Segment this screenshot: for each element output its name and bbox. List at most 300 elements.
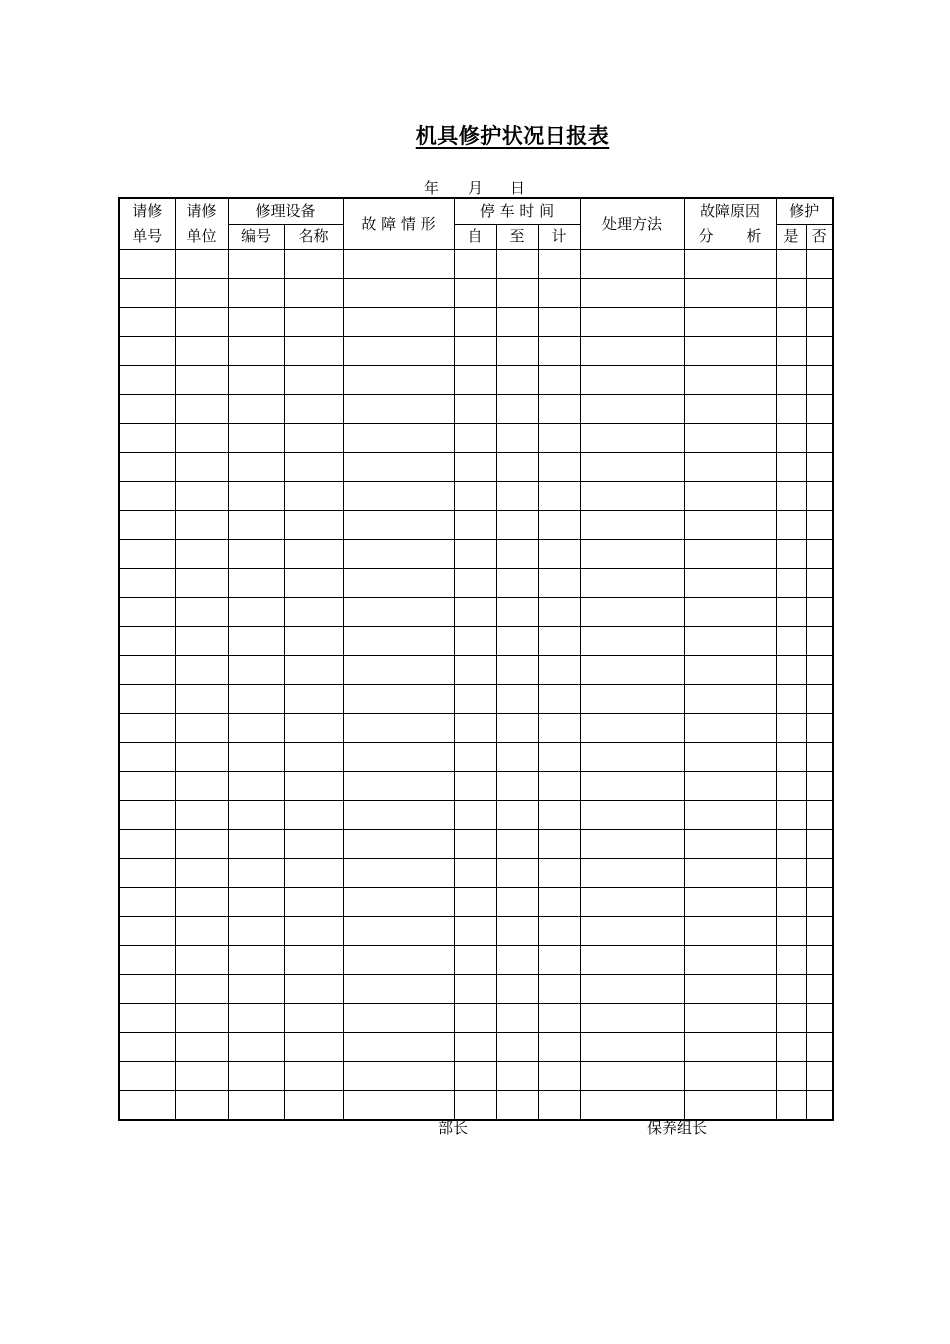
table-cell[interactable] xyxy=(538,627,580,656)
table-cell[interactable] xyxy=(684,279,776,308)
table-cell[interactable] xyxy=(175,1033,228,1062)
table-cell[interactable] xyxy=(806,1033,833,1062)
table-cell[interactable] xyxy=(343,917,454,946)
table-cell[interactable] xyxy=(284,685,343,714)
table-cell[interactable] xyxy=(580,453,684,482)
table-cell[interactable] xyxy=(684,453,776,482)
table-cell[interactable] xyxy=(580,308,684,337)
table-cell[interactable] xyxy=(580,1062,684,1091)
table-cell[interactable] xyxy=(343,1033,454,1062)
table-cell[interactable] xyxy=(454,337,496,366)
table-cell[interactable] xyxy=(496,453,538,482)
table-cell[interactable] xyxy=(806,337,833,366)
table-cell[interactable] xyxy=(284,511,343,540)
table-cell[interactable] xyxy=(806,308,833,337)
table-cell[interactable] xyxy=(228,946,284,975)
table-cell[interactable] xyxy=(496,511,538,540)
table-cell[interactable] xyxy=(684,917,776,946)
table-cell[interactable] xyxy=(806,975,833,1004)
table-cell[interactable] xyxy=(343,1004,454,1033)
table-cell[interactable] xyxy=(538,743,580,772)
table-cell[interactable] xyxy=(496,627,538,656)
table-cell[interactable] xyxy=(119,946,175,975)
table-cell[interactable] xyxy=(228,511,284,540)
table-cell[interactable] xyxy=(776,801,806,830)
table-cell[interactable] xyxy=(684,801,776,830)
table-cell[interactable] xyxy=(175,975,228,1004)
table-cell[interactable] xyxy=(228,395,284,424)
table-cell[interactable] xyxy=(684,1062,776,1091)
table-cell[interactable] xyxy=(454,569,496,598)
table-cell[interactable] xyxy=(538,1033,580,1062)
table-cell[interactable] xyxy=(228,743,284,772)
table-cell[interactable] xyxy=(119,888,175,917)
table-cell[interactable] xyxy=(776,656,806,685)
table-cell[interactable] xyxy=(806,569,833,598)
table-cell[interactable] xyxy=(538,946,580,975)
table-cell[interactable] xyxy=(284,366,343,395)
table-cell[interactable] xyxy=(684,511,776,540)
table-cell[interactable] xyxy=(580,888,684,917)
table-cell[interactable] xyxy=(175,627,228,656)
table-cell[interactable] xyxy=(538,888,580,917)
table-cell[interactable] xyxy=(284,1062,343,1091)
table-cell[interactable] xyxy=(454,830,496,859)
table-cell[interactable] xyxy=(175,1062,228,1091)
table-cell[interactable] xyxy=(454,975,496,1004)
table-cell[interactable] xyxy=(806,598,833,627)
table-cell[interactable] xyxy=(119,482,175,511)
table-cell[interactable] xyxy=(175,337,228,366)
table-cell[interactable] xyxy=(119,453,175,482)
table-cell[interactable] xyxy=(496,540,538,569)
table-cell[interactable] xyxy=(228,366,284,395)
table-cell[interactable] xyxy=(175,308,228,337)
table-cell[interactable] xyxy=(175,569,228,598)
table-cell[interactable] xyxy=(454,511,496,540)
table-cell[interactable] xyxy=(175,279,228,308)
table-cell[interactable] xyxy=(228,1033,284,1062)
table-cell[interactable] xyxy=(119,1091,175,1121)
table-cell[interactable] xyxy=(343,627,454,656)
table-cell[interactable] xyxy=(343,772,454,801)
table-cell[interactable] xyxy=(284,801,343,830)
table-cell[interactable] xyxy=(538,569,580,598)
table-cell[interactable] xyxy=(806,743,833,772)
table-cell[interactable] xyxy=(228,337,284,366)
table-cell[interactable] xyxy=(684,482,776,511)
table-cell[interactable] xyxy=(496,917,538,946)
table-cell[interactable] xyxy=(684,772,776,801)
table-cell[interactable] xyxy=(580,540,684,569)
table-cell[interactable] xyxy=(538,917,580,946)
table-cell[interactable] xyxy=(454,801,496,830)
table-cell[interactable] xyxy=(538,453,580,482)
table-cell[interactable] xyxy=(175,917,228,946)
table-cell[interactable] xyxy=(343,598,454,627)
table-cell[interactable] xyxy=(284,743,343,772)
table-cell[interactable] xyxy=(496,1004,538,1033)
table-cell[interactable] xyxy=(343,308,454,337)
table-cell[interactable] xyxy=(119,714,175,743)
table-cell[interactable] xyxy=(454,656,496,685)
table-cell[interactable] xyxy=(776,1091,806,1121)
table-cell[interactable] xyxy=(175,888,228,917)
table-cell[interactable] xyxy=(580,337,684,366)
table-cell[interactable] xyxy=(343,540,454,569)
table-cell[interactable] xyxy=(538,511,580,540)
table-cell[interactable] xyxy=(119,511,175,540)
table-cell[interactable] xyxy=(496,830,538,859)
table-cell[interactable] xyxy=(776,685,806,714)
table-cell[interactable] xyxy=(580,1033,684,1062)
table-cell[interactable] xyxy=(454,395,496,424)
table-cell[interactable] xyxy=(538,859,580,888)
table-cell[interactable] xyxy=(496,395,538,424)
table-cell[interactable] xyxy=(119,801,175,830)
table-cell[interactable] xyxy=(776,1004,806,1033)
table-cell[interactable] xyxy=(343,511,454,540)
table-cell[interactable] xyxy=(580,772,684,801)
table-cell[interactable] xyxy=(684,656,776,685)
table-cell[interactable] xyxy=(580,598,684,627)
table-cell[interactable] xyxy=(580,250,684,279)
table-cell[interactable] xyxy=(538,279,580,308)
table-cell[interactable] xyxy=(776,830,806,859)
table-cell[interactable] xyxy=(175,743,228,772)
table-cell[interactable] xyxy=(806,453,833,482)
table-cell[interactable] xyxy=(175,656,228,685)
table-cell[interactable] xyxy=(343,337,454,366)
table-cell[interactable] xyxy=(119,424,175,453)
table-cell[interactable] xyxy=(175,540,228,569)
table-cell[interactable] xyxy=(284,975,343,1004)
table-cell[interactable] xyxy=(776,366,806,395)
table-cell[interactable] xyxy=(580,656,684,685)
table-cell[interactable] xyxy=(684,714,776,743)
table-cell[interactable] xyxy=(228,569,284,598)
table-cell[interactable] xyxy=(538,598,580,627)
table-cell[interactable] xyxy=(343,482,454,511)
table-cell[interactable] xyxy=(684,395,776,424)
table-cell[interactable] xyxy=(284,1004,343,1033)
table-cell[interactable] xyxy=(580,801,684,830)
table-cell[interactable] xyxy=(806,801,833,830)
table-cell[interactable] xyxy=(454,743,496,772)
table-cell[interactable] xyxy=(538,1004,580,1033)
table-cell[interactable] xyxy=(228,598,284,627)
table-cell[interactable] xyxy=(119,685,175,714)
table-cell[interactable] xyxy=(776,279,806,308)
table-cell[interactable] xyxy=(496,772,538,801)
table-cell[interactable] xyxy=(343,859,454,888)
table-cell[interactable] xyxy=(228,975,284,1004)
table-cell[interactable] xyxy=(284,395,343,424)
table-cell[interactable] xyxy=(496,366,538,395)
table-cell[interactable] xyxy=(684,685,776,714)
table-cell[interactable] xyxy=(284,1091,343,1121)
table-cell[interactable] xyxy=(580,859,684,888)
table-cell[interactable] xyxy=(284,888,343,917)
table-cell[interactable] xyxy=(684,598,776,627)
table-cell[interactable] xyxy=(806,946,833,975)
table-cell[interactable] xyxy=(776,917,806,946)
table-cell[interactable] xyxy=(776,308,806,337)
table-cell[interactable] xyxy=(454,482,496,511)
table-cell[interactable] xyxy=(454,540,496,569)
table-cell[interactable] xyxy=(538,975,580,1004)
table-cell[interactable] xyxy=(806,540,833,569)
table-cell[interactable] xyxy=(580,511,684,540)
table-cell[interactable] xyxy=(496,1033,538,1062)
table-cell[interactable] xyxy=(496,1091,538,1121)
table-cell[interactable] xyxy=(454,917,496,946)
table-cell[interactable] xyxy=(806,685,833,714)
table-cell[interactable] xyxy=(776,627,806,656)
table-cell[interactable] xyxy=(119,337,175,366)
table-cell[interactable] xyxy=(343,1091,454,1121)
table-cell[interactable] xyxy=(343,453,454,482)
table-cell[interactable] xyxy=(454,424,496,453)
table-cell[interactable] xyxy=(454,627,496,656)
table-cell[interactable] xyxy=(343,743,454,772)
table-cell[interactable] xyxy=(538,714,580,743)
table-cell[interactable] xyxy=(496,656,538,685)
table-cell[interactable] xyxy=(538,656,580,685)
table-cell[interactable] xyxy=(684,627,776,656)
table-cell[interactable] xyxy=(175,395,228,424)
table-cell[interactable] xyxy=(119,830,175,859)
table-cell[interactable] xyxy=(284,656,343,685)
table-cell[interactable] xyxy=(806,772,833,801)
table-cell[interactable] xyxy=(684,540,776,569)
table-cell[interactable] xyxy=(284,714,343,743)
table-cell[interactable] xyxy=(175,366,228,395)
table-cell[interactable] xyxy=(284,830,343,859)
table-cell[interactable] xyxy=(119,395,175,424)
table-cell[interactable] xyxy=(776,482,806,511)
table-cell[interactable] xyxy=(343,975,454,1004)
table-cell[interactable] xyxy=(119,1004,175,1033)
table-cell[interactable] xyxy=(776,714,806,743)
table-cell[interactable] xyxy=(228,888,284,917)
table-cell[interactable] xyxy=(454,308,496,337)
table-cell[interactable] xyxy=(284,250,343,279)
table-cell[interactable] xyxy=(684,1091,776,1121)
table-cell[interactable] xyxy=(776,453,806,482)
table-cell[interactable] xyxy=(538,1062,580,1091)
table-cell[interactable] xyxy=(580,1004,684,1033)
table-cell[interactable] xyxy=(496,946,538,975)
table-cell[interactable] xyxy=(496,482,538,511)
table-cell[interactable] xyxy=(580,743,684,772)
table-cell[interactable] xyxy=(684,946,776,975)
table-cell[interactable] xyxy=(119,250,175,279)
table-cell[interactable] xyxy=(119,656,175,685)
table-cell[interactable] xyxy=(228,540,284,569)
table-cell[interactable] xyxy=(228,1062,284,1091)
table-cell[interactable] xyxy=(175,482,228,511)
table-cell[interactable] xyxy=(454,888,496,917)
table-cell[interactable] xyxy=(175,511,228,540)
table-cell[interactable] xyxy=(343,569,454,598)
table-cell[interactable] xyxy=(343,888,454,917)
table-cell[interactable] xyxy=(343,656,454,685)
table-cell[interactable] xyxy=(175,772,228,801)
table-cell[interactable] xyxy=(119,569,175,598)
table-cell[interactable] xyxy=(119,308,175,337)
table-cell[interactable] xyxy=(538,308,580,337)
table-cell[interactable] xyxy=(806,482,833,511)
table-cell[interactable] xyxy=(806,1062,833,1091)
table-cell[interactable] xyxy=(228,1091,284,1121)
table-cell[interactable] xyxy=(580,946,684,975)
table-cell[interactable] xyxy=(806,917,833,946)
table-cell[interactable] xyxy=(284,569,343,598)
table-cell[interactable] xyxy=(496,859,538,888)
table-cell[interactable] xyxy=(343,395,454,424)
table-cell[interactable] xyxy=(538,366,580,395)
table-cell[interactable] xyxy=(684,830,776,859)
table-cell[interactable] xyxy=(496,714,538,743)
table-cell[interactable] xyxy=(496,743,538,772)
table-cell[interactable] xyxy=(684,888,776,917)
table-cell[interactable] xyxy=(343,801,454,830)
table-cell[interactable] xyxy=(454,1004,496,1033)
table-cell[interactable] xyxy=(175,859,228,888)
table-cell[interactable] xyxy=(684,366,776,395)
table-cell[interactable] xyxy=(538,337,580,366)
table-cell[interactable] xyxy=(684,337,776,366)
table-cell[interactable] xyxy=(284,772,343,801)
table-cell[interactable] xyxy=(119,859,175,888)
table-cell[interactable] xyxy=(343,279,454,308)
table-cell[interactable] xyxy=(175,685,228,714)
table-cell[interactable] xyxy=(538,801,580,830)
table-cell[interactable] xyxy=(538,482,580,511)
table-cell[interactable] xyxy=(580,917,684,946)
table-cell[interactable] xyxy=(580,424,684,453)
table-cell[interactable] xyxy=(580,975,684,1004)
table-cell[interactable] xyxy=(119,598,175,627)
table-cell[interactable] xyxy=(776,540,806,569)
table-cell[interactable] xyxy=(284,1033,343,1062)
table-cell[interactable] xyxy=(343,830,454,859)
table-cell[interactable] xyxy=(454,598,496,627)
table-cell[interactable] xyxy=(806,279,833,308)
table-cell[interactable] xyxy=(119,917,175,946)
table-cell[interactable] xyxy=(343,366,454,395)
table-cell[interactable] xyxy=(538,540,580,569)
table-cell[interactable] xyxy=(496,1062,538,1091)
table-cell[interactable] xyxy=(284,859,343,888)
table-cell[interactable] xyxy=(228,714,284,743)
table-cell[interactable] xyxy=(454,1091,496,1121)
table-cell[interactable] xyxy=(496,598,538,627)
table-cell[interactable] xyxy=(454,946,496,975)
table-cell[interactable] xyxy=(580,395,684,424)
table-cell[interactable] xyxy=(580,685,684,714)
table-cell[interactable] xyxy=(776,337,806,366)
table-cell[interactable] xyxy=(119,1062,175,1091)
table-cell[interactable] xyxy=(343,946,454,975)
table-cell[interactable] xyxy=(580,830,684,859)
table-cell[interactable] xyxy=(228,627,284,656)
table-cell[interactable] xyxy=(776,569,806,598)
table-cell[interactable] xyxy=(284,453,343,482)
table-cell[interactable] xyxy=(119,366,175,395)
table-cell[interactable] xyxy=(228,917,284,946)
table-cell[interactable] xyxy=(776,888,806,917)
table-cell[interactable] xyxy=(684,424,776,453)
table-cell[interactable] xyxy=(684,859,776,888)
table-cell[interactable] xyxy=(776,250,806,279)
table-cell[interactable] xyxy=(284,540,343,569)
table-cell[interactable] xyxy=(496,424,538,453)
table-cell[interactable] xyxy=(580,714,684,743)
table-cell[interactable] xyxy=(454,1033,496,1062)
table-cell[interactable] xyxy=(776,598,806,627)
table-cell[interactable] xyxy=(284,598,343,627)
table-cell[interactable] xyxy=(228,772,284,801)
table-cell[interactable] xyxy=(228,482,284,511)
table-cell[interactable] xyxy=(580,279,684,308)
table-cell[interactable] xyxy=(284,482,343,511)
table-cell[interactable] xyxy=(806,1004,833,1033)
table-cell[interactable] xyxy=(175,801,228,830)
table-cell[interactable] xyxy=(175,453,228,482)
table-cell[interactable] xyxy=(806,366,833,395)
table-cell[interactable] xyxy=(119,1033,175,1062)
table-cell[interactable] xyxy=(538,424,580,453)
table-cell[interactable] xyxy=(454,1062,496,1091)
table-cell[interactable] xyxy=(538,1091,580,1121)
table-cell[interactable] xyxy=(806,627,833,656)
table-cell[interactable] xyxy=(776,975,806,1004)
table-cell[interactable] xyxy=(284,279,343,308)
table-cell[interactable] xyxy=(284,424,343,453)
table-cell[interactable] xyxy=(806,395,833,424)
table-cell[interactable] xyxy=(454,685,496,714)
table-cell[interactable] xyxy=(228,685,284,714)
table-cell[interactable] xyxy=(454,453,496,482)
table-cell[interactable] xyxy=(538,250,580,279)
table-cell[interactable] xyxy=(580,366,684,395)
table-cell[interactable] xyxy=(228,279,284,308)
table-cell[interactable] xyxy=(175,830,228,859)
table-cell[interactable] xyxy=(496,801,538,830)
table-cell[interactable] xyxy=(284,946,343,975)
table-cell[interactable] xyxy=(343,424,454,453)
table-cell[interactable] xyxy=(776,859,806,888)
table-cell[interactable] xyxy=(496,308,538,337)
table-cell[interactable] xyxy=(119,743,175,772)
table-cell[interactable] xyxy=(454,279,496,308)
table-cell[interactable] xyxy=(175,714,228,743)
table-cell[interactable] xyxy=(228,424,284,453)
table-cell[interactable] xyxy=(343,250,454,279)
table-cell[interactable] xyxy=(684,743,776,772)
table-cell[interactable] xyxy=(776,772,806,801)
table-cell[interactable] xyxy=(284,627,343,656)
table-cell[interactable] xyxy=(684,308,776,337)
table-cell[interactable] xyxy=(228,801,284,830)
table-cell[interactable] xyxy=(806,830,833,859)
table-cell[interactable] xyxy=(776,424,806,453)
table-cell[interactable] xyxy=(580,482,684,511)
table-cell[interactable] xyxy=(228,656,284,685)
table-cell[interactable] xyxy=(228,859,284,888)
